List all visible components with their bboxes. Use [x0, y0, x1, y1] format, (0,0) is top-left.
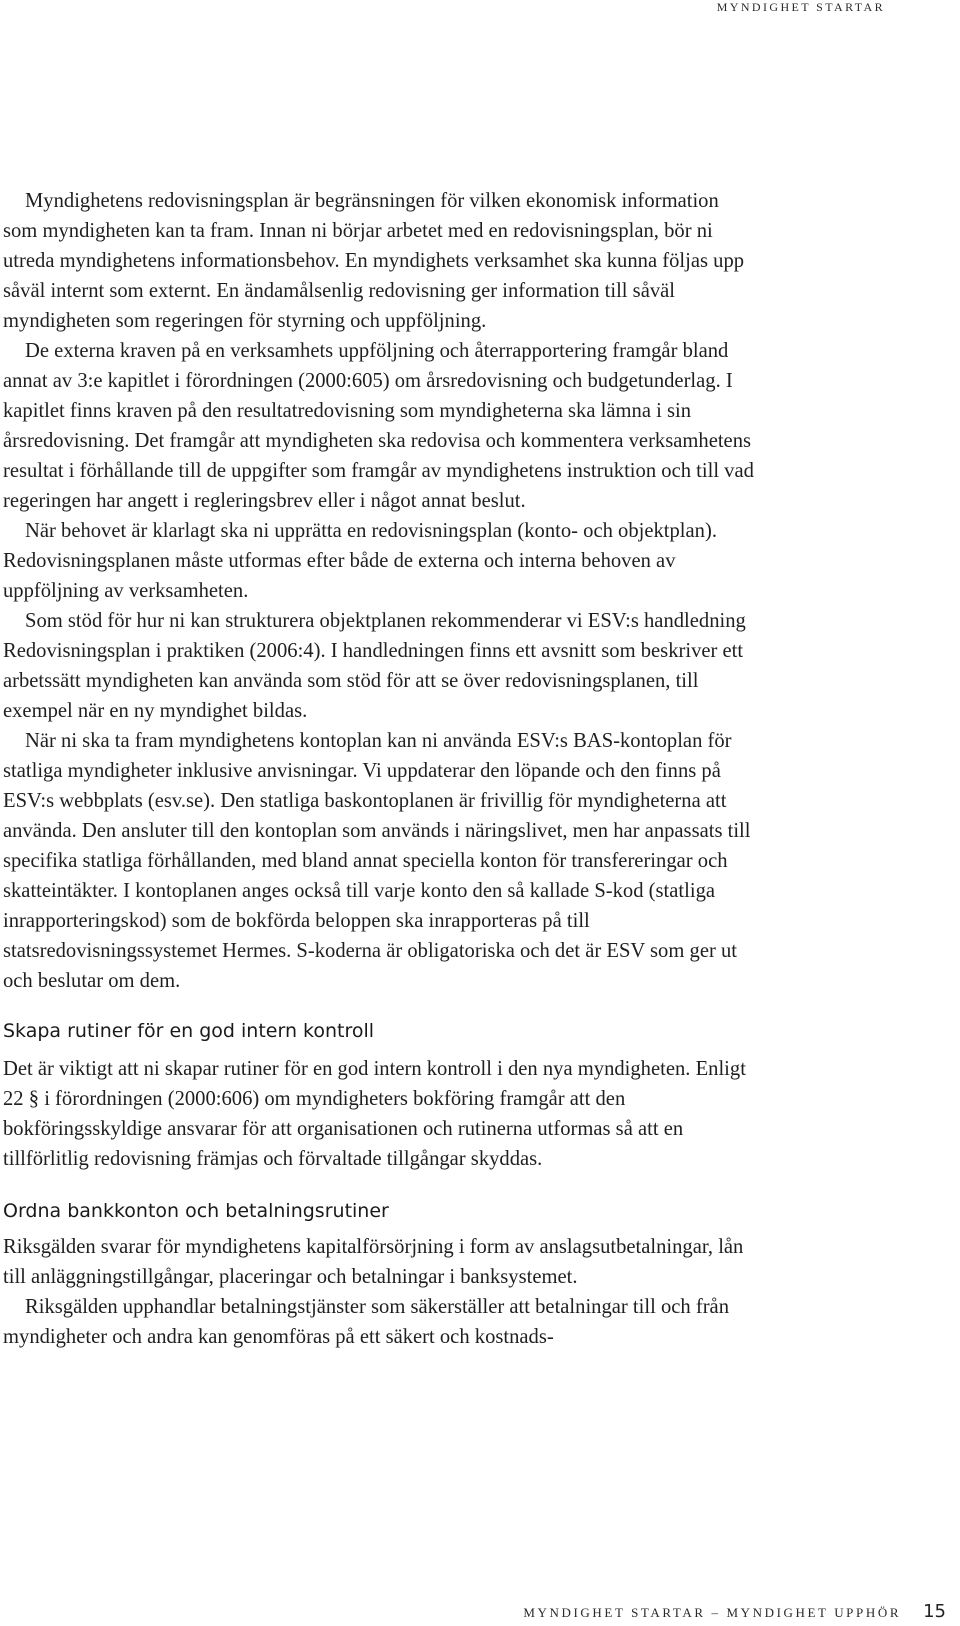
- running-footer: MYNDIGHET STARTAR – MYNDIGHET UPPHÖR: [523, 1605, 902, 1620]
- body-paragraph: De externa kraven på en verksamhets uppföljning och återrapportering framgår bland annat av 3:e kapitlet i förordningen (2000:605) om årsredovisning och budgetunderlag. I kapitlet finns kraven på den resultatredovisning som myndigheterna ska lämna i sin årsredovisning. Det framgår att myndigheten ska redovisa och kommentera verksamhetens resultat i förhållande till de uppgifter som framgår av myndighetens instruktion och till vad regeringen har angett i regleringsbrev eller i något annat beslut.: [3, 340, 754, 512]
- body-paragraph: Riksgälden svarar för myndighetens kapitalförsörjning i form av anslagsutbetalningar, lån till anläggningstillgångar, placeringar och betalningar i banksystemet.: [3, 1236, 744, 1288]
- body-paragraph: Det är viktigt att ni skapar rutiner för en god intern kontroll i den nya myndigheten. Enligt 22 § i förordningen (2000:606) om myndigheters bokföring framgår att den bokföringsskyldige ansvarar för att organisationen och rutinerna utformas så att en tillförlitlig redovisning främjas och förvaltade tillgångar skyddas.: [3, 1058, 746, 1170]
- body-paragraph: Riksgälden upphandlar betalningstjänster som säkerställer att betalningar till och från myndigheter och andra kan genomföras på ett säkert och kostnads-: [3, 1296, 729, 1348]
- page-footer: [523, 1601, 946, 1622]
- running-header: MYNDIGHET STARTAR: [716, 0, 885, 14]
- section-heading-internal-control: Skapa rutiner för en god intern kontroll: [3, 1020, 375, 1042]
- body-paragraph: När behovet är klarlagt ska ni upprätta en redovisningsplan (konto- och objektplan). Redovisningsplanen måste utformas efter både de externa och interna behoven av uppföljning av verksamheten.: [3, 520, 717, 602]
- body-paragraph: Som stöd för hur ni kan strukturera objektplanen rekommenderar vi ESV:s handledning Redovisningsplan i praktiken (2006:4). I handledningen finns ett avsnitt som beskriver ett arbetssätt myndigheten kan använda som stöd för att se över redovisningsplanen, till exempel när en ny myndighet bildas.: [3, 610, 746, 722]
- body-paragraph: Myndighetens redovisningsplan är begränsningen för vilken ekonomisk information som myndigheten kan ta fram. Innan ni börjar arbetet med en redovisningsplan, bör ni utreda myndighetens informationsbehov. En myndighets verksamhet ska kunna följas upp såväl internt som externt. En ändamålsenlig redovisning ger information till såväl myndigheten som regeringen för styrning och uppföljning.: [3, 190, 745, 332]
- body-paragraph: När ni ska ta fram myndighetens kontoplan kan ni använda ESV:s BAS-kontoplan för statliga myndigheter inklusive anvisningar. Vi uppdaterar den löpande och den finns på ESV:s webbplats (esv.se). Den statliga baskontoplanen är frivillig för myndigheterna att använda. Den ansluter till den kontoplan som används i näringslivet, men har anpassats till specifika statliga förhållanden, med bland annat speciella konton för transfereringar och skatteintäkter. I kontoplanen anges också till varje konto den så kallade S-kod (statliga inrapporteringskod) som de bokförda beloppen ska inrapporteras på till statsredovisningssystemet Hermes. S-koderna är obligatoriska och det är ESV som ger ut och beslutar om dem.: [3, 730, 751, 992]
- page-body: [3, 186, 755, 1352]
- page-number: 15: [923, 1601, 946, 1622]
- section-heading-bank-accounts: Ordna bankkonton och betalningsrutiner: [3, 1200, 389, 1222]
